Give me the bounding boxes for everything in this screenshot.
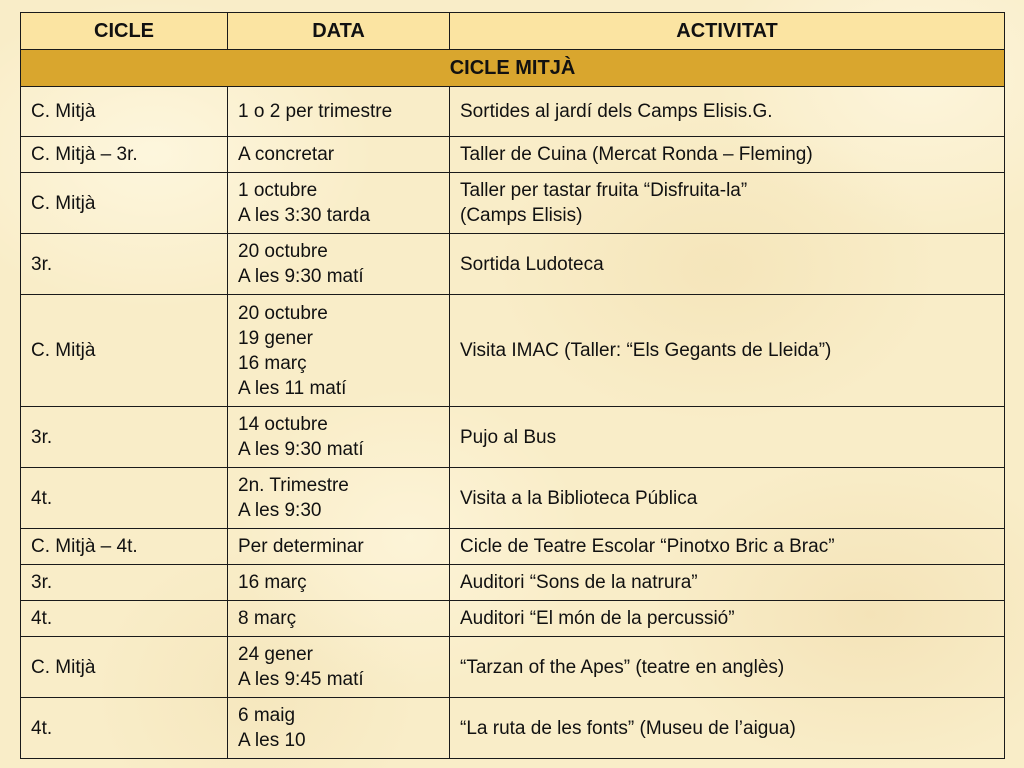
cell-data (228, 565, 450, 601)
cell-cicle: C. Mitjà – 4t. (21, 529, 228, 565)
cell-data-line: A concretar (238, 144, 335, 165)
cell-activitat-line: Visita IMAC (Taller: “Els Gegants de Lleida”) (460, 340, 832, 361)
header-activitat: ACTIVITAT (450, 13, 1005, 50)
cell-data-line: 14 octubre (238, 414, 328, 435)
cell-data-line: 24 gener (238, 644, 314, 665)
cell-cicle: C. Mitjà (21, 637, 228, 698)
table-row (21, 295, 1005, 407)
cell-data-line: A les 10 (238, 730, 306, 751)
cell-activitat (450, 601, 1005, 637)
cell-data-line: 1 o 2 per trimestre (238, 101, 393, 122)
cell-activitat (450, 137, 1005, 173)
table-row (21, 529, 1005, 565)
cell-data-line: 16 març (238, 572, 307, 593)
cell-cicle: 3r. (21, 407, 228, 468)
header-row (21, 13, 1005, 50)
section-title: CICLE MITJÀ (21, 50, 1005, 87)
cell-data (228, 407, 450, 468)
cell-activitat-line: Pujo al Bus (460, 426, 557, 448)
cell-activitat-line: Visita a la Biblioteca Pública (460, 487, 698, 509)
cell-data-line: 1 octubre (238, 180, 318, 201)
cell-data-line: 20 octubre (238, 302, 328, 324)
cell-activitat (450, 87, 1005, 137)
cell-data (228, 173, 450, 234)
table-row (21, 87, 1005, 137)
cell-cicle: 3r. (21, 565, 228, 601)
cell-data (228, 601, 450, 637)
cell-data-line: 8 març (238, 608, 297, 629)
cell-activitat (450, 637, 1005, 698)
cell-activitat-line: “La ruta de les fonts” (Museu de l’aigua) (460, 717, 796, 739)
cell-activitat (450, 565, 1005, 601)
cell-activitat-line: Auditori “Sons de la natrura” (460, 572, 698, 593)
cell-data-line: A les 9:45 matí (238, 669, 364, 690)
table-row (21, 698, 1005, 759)
cell-activitat (450, 468, 1005, 529)
activities-table (20, 12, 1005, 759)
cell-data (228, 468, 450, 529)
cell-data (228, 137, 450, 173)
table-body (21, 50, 1005, 759)
cell-activitat-line: Taller de Cuina (Mercat Ronda – Fleming) (460, 144, 813, 165)
cell-activitat (450, 295, 1005, 407)
cell-activitat (450, 407, 1005, 468)
cell-data (228, 637, 450, 698)
table-row (21, 601, 1005, 637)
table-row (21, 407, 1005, 468)
cell-data (228, 529, 450, 565)
cell-activitat-line: “Tarzan of the Apes” (teatre en anglès) (460, 656, 785, 678)
cell-data-line: A les 3:30 tarda (238, 205, 371, 226)
table-row (21, 173, 1005, 234)
cell-cicle: 4t. (21, 468, 228, 529)
table-row (21, 637, 1005, 698)
cell-activitat (450, 234, 1005, 295)
cell-cicle: C. Mitjà (21, 87, 228, 137)
cell-activitat-line: Sortides al jardí dels Camps Elisis.G. (460, 101, 773, 122)
cell-data-line: A les 9:30 (238, 500, 322, 521)
cell-activitat-line: Taller per tastar fruita “Disfruita-la” (460, 180, 748, 201)
cell-cicle: C. Mitjà – 3r. (21, 137, 228, 173)
cell-data-line: Per determinar (238, 536, 364, 557)
cell-data-line: A les 9:30 matí (238, 266, 364, 287)
cell-data-line: A les 11 matí (238, 377, 347, 399)
header-cicle: CICLE (21, 13, 228, 50)
table-row (21, 468, 1005, 529)
cell-cicle: 4t. (21, 698, 228, 759)
cell-activitat-line: Sortida Ludoteca (460, 253, 604, 275)
cell-data-line: A les 9:30 matí (238, 439, 364, 460)
cell-activitat (450, 173, 1005, 234)
header-data: DATA (228, 13, 450, 50)
cell-data-line: 2n. Trimestre (238, 475, 349, 496)
table-row (21, 565, 1005, 601)
cell-cicle: 3r. (21, 234, 228, 295)
cell-data (228, 295, 450, 407)
cell-data-line: 16 març (238, 352, 307, 374)
cell-data (228, 87, 450, 137)
cell-activitat (450, 698, 1005, 759)
cell-activitat (450, 529, 1005, 565)
cell-data-line: 19 gener (238, 327, 314, 349)
cell-cicle: C. Mitjà (21, 173, 228, 234)
section-row (21, 50, 1005, 87)
cell-data-line: 6 maig (238, 705, 296, 726)
cell-cicle: 4t. (21, 601, 228, 637)
cell-activitat-line: Auditori “El món de la percussió” (460, 608, 735, 629)
cell-activitat-line: (Camps Elisis) (460, 205, 583, 226)
cell-data (228, 234, 450, 295)
cell-activitat-line: Cicle de Teatre Escolar “Pinotxo Bric a Brac” (460, 536, 835, 557)
cell-data (228, 698, 450, 759)
cell-data-line: 20 octubre (238, 241, 328, 262)
table-row (21, 234, 1005, 295)
table-row (21, 137, 1005, 173)
cell-cicle: C. Mitjà (21, 295, 228, 407)
